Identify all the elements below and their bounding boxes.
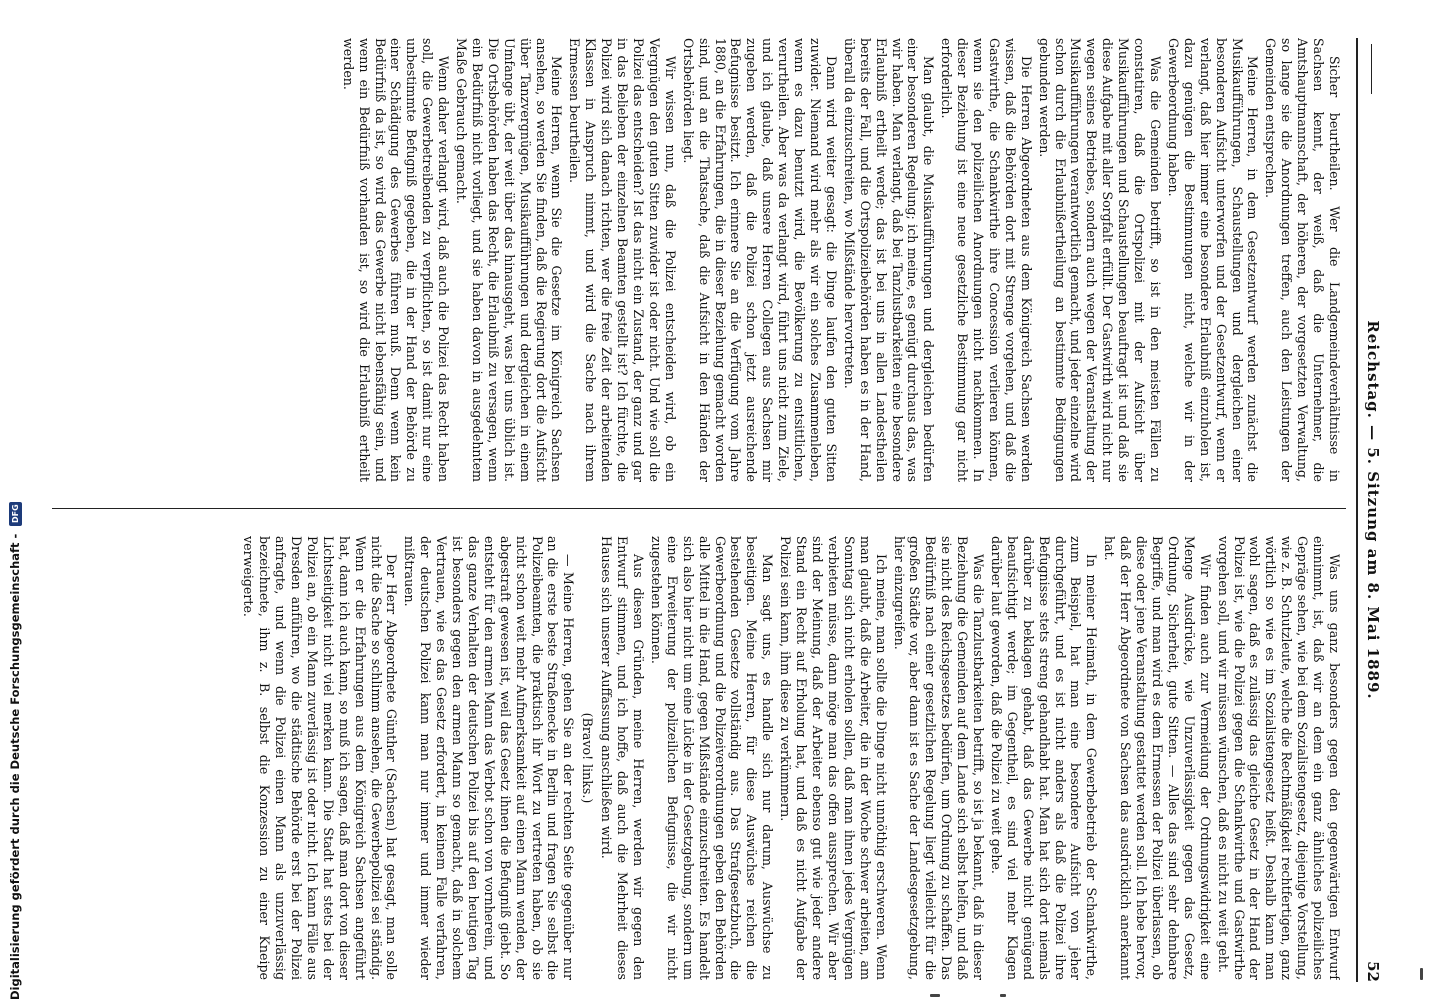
paragraph: Man sagt uns, es handle sich nur darum, Auswüchse zu beseitigen. Meine Herren, für diese Auswüchse reichen die bestehenden Gesetze vollständig aus. Das Strafgesetzbuch, die Gewerbeordnung und die Polizeiverordnungen geben den Behörden alle Mittel in die Hand, gegen Mißstände einzuschreiten. Es handelt sich also hier nicht um eine Lücke in der Gesetzgebung, sondern um eine Erweiterung der polizeilichen Befugnisse, die wir nicht zugestehen können. xyxy=(648,536,776,980)
paragraph: Ich meine, man sollte die Dinge nicht unnöthig erschweren. Wenn man glaubt, daß die Arbeiter, die in der Woche schwer arbeiten, am Sonntag sich nicht erholen sollen, daß man ihnen jedes Vergnügen verbieten müsse, dann möge man das offen aussprechen. Wir aber sind der Meinung, daß der Arbeiter ebenso gut wie jeder andere Stand ein Recht auf Erholung hat, und daß es nicht Aufgabe der Polizei sein kann, ihm diese zu verkümmern. xyxy=(778,536,889,980)
paragraph: — Meine Herren, gehen Sie an der rechten Seite gegenüber nur an die erste beste Straßenecke in Berlin und fragen Sie selbst die Polizeibeamten, die praktisch ihr Wort zu vertreten haben, ob sie nicht schon weit mehr Aufmerksamkeit auf einen Mann wenden, der abgestraft gewesen ist, weil das Gesetz ihnen die Befugniß giebt. So entsteht für den armen Mann das Verbot schon von vornherein, und das ganze Verhalten der deutschen Polizei bis auf den heutigen Tag ist besonders gegen den armen Mann so gemacht, daß in solchem Vertrauen, wie es das Gesetz erfordert, in keinem Falle verfahren, der deutschen Polizei kann man nur immer und immer wieder mißtrauen. xyxy=(402,536,577,980)
paragraph: Wir finden auch zur Vermeidung der Ordnungswidrigkeit eine Menge Ausdrücke, wie Unzuverlässigkeit gegen das Gesetz, Ordnung, Sicherheit, gute Sitten. — Alles das sind sehr dehnbare Begriffe, und man wird es dem Ermessen der Polizei überlassen, ob diese oder jene Veranstaltung gestattet werden soll. Ich hebe hervor, daß der Herr Abgeordnete von Sachsen das ausdrücklich anerkannt hat. xyxy=(1102,536,1213,980)
paragraph: Was die Tanzlustbarkeiten betrifft, so ist ja bekannt, daß in dieser Beziehung die Gemeinden auf dem Lande sich selbst helfen, und daß sie nicht des Reichsgesetzes bedürfen, um Ordnung zu schaffen. Das Bedürfniß nach einer gesetzlichen Regelung liegt vielleicht für die großen Städte vor, aber dann ist es Sache der Landesgesetzgebung, hier einzugreifen. xyxy=(891,536,987,980)
digitization-credit xyxy=(6,0,24,1000)
paragraph: Wir wissen nun, daß die Polizei entscheiden wird, ob ein Vergnügen den guten Sitten zuwider ist oder nicht. Und wie soll die Polizei das entscheiden? Ist das nicht ein Zustand, der ganz und gar in das Belieben der einzelnen Beamten gestellt ist? Ich fürchte, die Polizei wird sich danach richten, wer die freie Zeit der arbeitenden Klassen in Anspruch nimmt, und wird die Sache nach ihrem Ermessen beurtheilen. xyxy=(567,38,678,482)
paragraph: Meine Herren, wenn Sie die Gesetze im Königreich Sachsen ansehen, so werden Sie finden, daß die Regierung dort die Aufsicht über Tanzvergnügen, Musikaufführungen und dergleichen in einem Umfange übt, der weit über das hinausgeht, was bei uns üblich ist. Die Ortsbehörden haben das Recht, die Erlaubniß zu versagen, wenn ein Bedürfniß nicht vorliegt, und sie haben davon in ausgedehntem Maße Gebrauch gemacht. xyxy=(454,38,565,482)
scan-speck xyxy=(1000,994,1006,997)
paragraph: Meine Herren, in dem Gesetzentwurf werden zunächst die Musikaufführungen, Schaustellungen und dergleichen einer besonderen Aufsicht unterworfen und der Gesetzentwurf, wenn er verlangt, daß hier immer eine besondere Erlaubniß einzuholen ist, dazu genügen die Bestimmungen nicht, welche wir in der Gewerbeordnung haben. xyxy=(1165,38,1261,482)
paragraph: In meiner Heimath, in dem Gewerbebetrieb der Schankwirthe, zum Beispiel, hat man eine besondere Aufsicht von jeher durchgeführt, und es ist nicht anders als daß die Polizei ihre Befugnisse stets streng gehandhabt hat. Man hat sich dort niemals darüber zu beklagen gehabt, daß das Gewerbe nicht genügend beaufsichtigt werde; im Gegentheil, es sind viel mehr Klagen darüber laut geworden, daß die Polizei zu weit gehe. xyxy=(988,536,1100,980)
applause-note: (Bravo! links.) xyxy=(580,712,596,804)
rotated-page-content xyxy=(41,20,1386,1000)
paragraph: Sicher beurtheilen. Wer die Landgemeindeverhältnisse in Sachsen kennt, der weiß, daß die Unternehmer, die Amtshauptmannschaft, der höheren, der vorgesetzten Verwaltung, so lange sie die Anordnungen treffen, auch den Leistungen der Gemeinden entsprechen. xyxy=(1263,38,1342,482)
scan-speck xyxy=(930,994,940,997)
paragraph: Wenn daher verlangt wird, daß auch die Polizei das Recht haben soll, die Gewerbetreibenden zu verpflichten, so ist damit nur eine unbestimmte Befugniß gegeben, die in der Hand der Behörde zu einer Schädigung des Gewerbes führen muß. Denn wenn kein Bedürfniß da ist, so wird das Gewerbe nicht lebensfähig sein, und wenn ein Bedürfniß vorhanden ist, so wird die Erlaubniß ertheilt werden. xyxy=(340,38,452,482)
paragraph: Der Herr Abgeordnete Günther (Sachsen) hat gesagt, man solle nicht die Sache so schlimm ansehen, die Gewerbepolizei sei ständig. Wenn er die Erfahrungen aus dem Königreich Sachsen angeführt hat, dann ich auch kann, so muß ich sagen, daß man dort von dieser Lichtseitigkeit nicht viel merken kann. Die Stadt hat stets bei der Polizei an, ob ein Mann zuverlässig ist oder nicht. Ich kann Fälle aus Dresden anführen, wo die städtische Behörde erst bei der Polizei anfragte, und wenn die Polizei einen Mann als unzuverlässig bezeichnete, ihm z. B. selbst die Konzession zu einer Kneipe verweigerte. xyxy=(241,536,400,980)
left-text-column xyxy=(52,38,1342,482)
paragraph: Dann wird weiter gesagt: die Dinge laufen den guten Sitten zuwider. Niemand wird mehr als wir ein solches Zusammenleben, wenn es dazu benutzt wird, die Bevölkerung zu entsittlichen, verurtheilen. Aber was da verlangt wird, führt uns nicht zum Ziele, und ich glaube, daß unsere Herren Collegen aus Sachsen mir zugeben werden, daß die Polizei schon jetzt ausreichende Befugnisse besitzt. Ich erinnere Sie an die Verfügung vom Jahre 1880, an die Erfahrungen, die in dieser Beziehung gemacht worden sind, und an die Thatsache, daß die Aufsicht in den Händen der Ortsbehörden liegt. xyxy=(680,38,839,482)
right-text-column xyxy=(52,536,1342,980)
digitization-credit-text: Digitalisierung gefördert durch die Deutsche Forschungsgemeinschaft - xyxy=(8,533,22,1000)
paragraph: Man glaubt, die Musikaufführungen und dergleichen bedürfen einer besonderen Regelung; ich meine, es genügt durchaus das, was wir haben. Man verlangt, daß bei Tanzlustbarkeiten eine besondere Erlaubniß ertheilt werde; das ist bei uns in allen Landestheilen bereits der Fall, und die Ortspolizeibehörden haben es in der Hand, überall da einzuschreiten, wo Mißstände hervortreten. xyxy=(841,38,937,482)
paragraph: Was uns ganz besonders gegen den gegenwärtigen Entwurf einnimmt, ist, daß wir an dem ein ganz ähnliches polizeiliches Gepräge sehen, wie bei dem Sozialistengesetz, diejenige Vorstellung, wie z. B. Schutzleute, welche die Rechtmäßigkeit rechtfertigen, ganz wörtlich so wie es im Sozialistengesetz heißt. Deshalb kann man wohl sagen, daß es zulässig das gleiche Gesetz in der Hand der Polizei ist, wie die Polizei gegen die Schankwirthe und Gastwirthe vorgehen soll, und wir müssen wünschen, daß es nicht zu weit geht. xyxy=(1215,536,1342,980)
paragraph: Aus diesen Gründen, meine Herren, werden wir gegen den Entwurf stimmen, und ich hoffe, daß auch die Mehrheit dieses Hauses sich unserer Auffassung anschließen wird. xyxy=(599,536,647,980)
page-number: 52 xyxy=(1364,961,1382,982)
running-head-title: Reichstag. — 5. Sitzung am 8. Mai 1889. xyxy=(1364,320,1382,700)
running-head xyxy=(1356,38,1386,982)
dfg-logo-icon: DFG xyxy=(9,502,22,526)
column-divider xyxy=(52,508,1346,509)
paragraph: Die Herren Abgeordneten aus dem Königreich Sachsen werden wissen, daß die Behörden dort mit Strenge vorgehen, und daß die Gastwirthe, die Schankwirthe ihre Concession verlieren können, wenn sie den polizeilichen Anordnungen nicht nachkommen. In dieser Beziehung ist eine neue gesetzliche Bestimmung gar nicht erforderlich. xyxy=(939,38,1034,482)
paragraph: Was die Gemeinden betrifft, so ist in den meisten Fällen zu constatiren, daß die Ortspolizei mit der Aufsicht über Musikaufführungen und Schaustellungen beauftragt ist und daß sie diese Aufgabe mit aller Sorgfalt erfüllt. Der Gastwirth wird nicht nur wegen seines Betriebes, sondern auch wegen der Veranstaltung der Musikaufführungen verantwortlich gemacht, und jeder einzelne wird schon durch die Erlaubnißertheilung an bestimmte Bedingungen gebunden werden. xyxy=(1036,38,1164,482)
scan-speck xyxy=(1420,968,1423,980)
